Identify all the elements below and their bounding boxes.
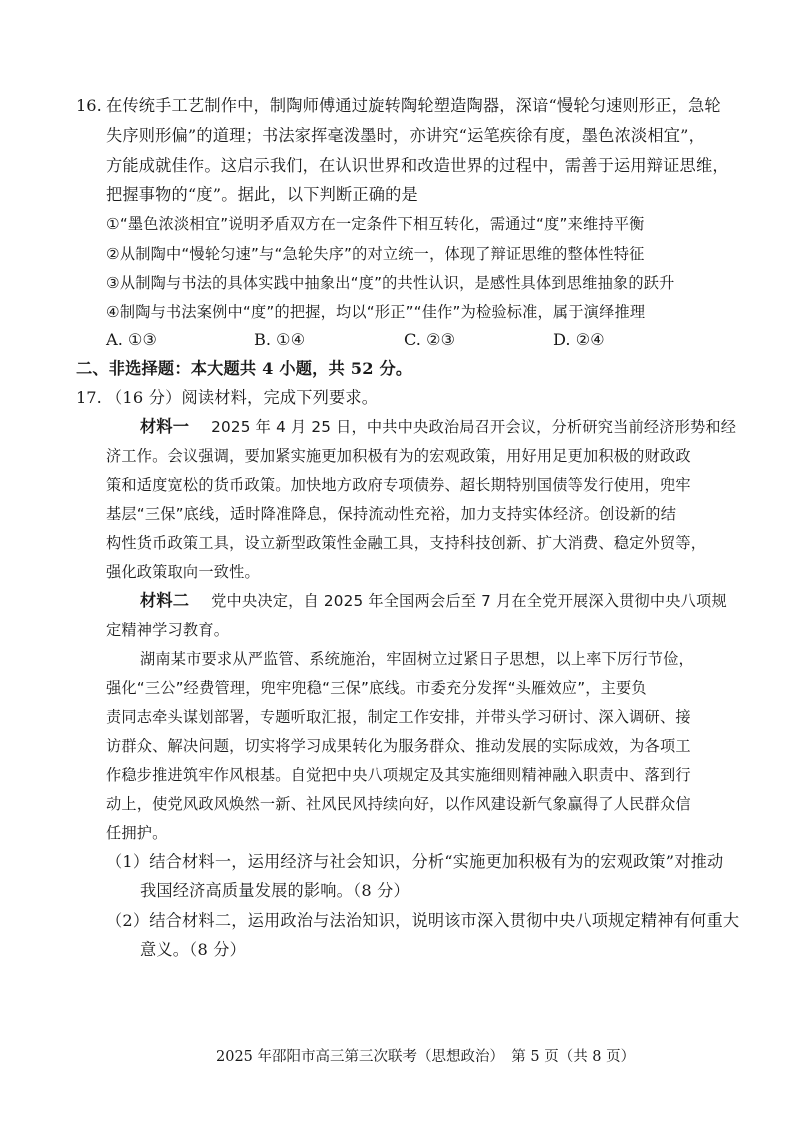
- question-16-number: 16.: [76, 96, 102, 115]
- material-2-para-line: 任拥护。: [106, 824, 168, 842]
- material-1-first-line: [140, 417, 736, 437]
- material-1-line: 构性货币政策工具，设立新型政策性金融工具，支持科技创新、扩大消费、稳定外贸等，: [106, 534, 707, 552]
- question-17-number: 17.: [76, 388, 102, 407]
- material-2-first-line: [140, 591, 727, 611]
- material-2-para-line: 湖南某市要求从严监管、系统施治，牢固树立过紧日子思想，以上率下厉行节俭，: [140, 650, 694, 668]
- material-2-line: 定精神学习教育。: [106, 621, 230, 639]
- q16-option-c: C. ②③: [404, 330, 456, 349]
- material-1-label: 材料一: [140, 417, 190, 436]
- sub-question-2-cont: 意义。（8 分）: [140, 940, 247, 959]
- material-2-text: 党中央决定，自 2025 年全国两会后至 7 月在全党开展深入贯彻中央八项规: [211, 592, 727, 610]
- q16-option-b: B. ①④: [254, 330, 306, 349]
- q16-option-d: D. ②④: [553, 330, 605, 349]
- q16-statement-2: ②从制陶中“慢轮匀速”与“急轮失序”的对立统一，体现了辩证思维的整体性特征: [106, 245, 645, 263]
- page-footer: 2025 年邵阳市高三第三次联考（思想政治） 第 5 页（共 8 页）: [216, 1049, 636, 1065]
- material-2-label: 材料二: [140, 591, 190, 610]
- sub-question-2: （2）结合材料二，运用政治与法治知识，说明该市深入贯彻中央八项规定精神有何重大: [106, 911, 740, 930]
- material-2-para-line: 责同志牵头谋划部署，专题听取汇报，制定工作安排，并带头学习研讨、深入调研、接: [106, 708, 691, 726]
- material-2-para-line: 动上，使党风政风焕然一新、社风民风持续向好，以作风建设新气象赢得了人民群众信: [106, 795, 691, 813]
- material-1-line: 策和适度宽松的货币政策。加快地方政府专项债券、超长期特别国债等发行使用，兜牢: [106, 476, 691, 494]
- material-2-para-line: 作稳步推进筑牢作风根基。自觉把中央八项规定及其实施细则精神融入职责中、落到行: [106, 766, 691, 784]
- sub-question-1-cont: 我国经济高质量发展的影响。（8 分）: [140, 881, 410, 900]
- q16-stem-line: 在传统手工艺制作中，制陶师傅通过旋转陶轮塑造陶器，深谙“慢轮匀速则形正，急轮: [106, 96, 721, 115]
- section-heading: 二、非选择题：本大题共 4 小题，共 52 分。: [76, 359, 413, 378]
- sub-question-1: （1）结合材料一，运用经济与社会知识，分析“实施更加积极有为的宏观政策”对推动: [106, 852, 724, 871]
- q16-stem-line: 失序则形偏”的道理；书法家挥毫泼墨时，亦讲究“运笔疾徐有度，墨色浓淡相宜”，: [106, 126, 705, 145]
- q16-statement-3: ③从制陶与书法的具体实践中抽象出“度”的共性认识，是感性具体到思维抽象的跃升: [106, 274, 675, 292]
- material-2-para-line: 访群众、解决问题，切实将学习成果转化为服务群众、推动发展的实际成效，为各项工: [106, 737, 691, 755]
- material-1-text: 2025 年 4 月 25 日，中共中央政治局召开会议，分析研究当前经济形势和经: [211, 418, 737, 436]
- q16-option-a: A. ①③: [106, 330, 158, 349]
- q16-stem-line: 把握事物的“度”。据此，以下判断正确的是: [106, 185, 418, 204]
- material-1-line: 强化政策取向一致性。: [106, 563, 260, 581]
- q16-stem-line: 方能成就佳作。这启示我们，在认识世界和改造世界的过程中，需善于运用辩证思维，: [106, 156, 729, 175]
- q16-statement-1: ①“墨色浓淡相宜”说明矛盾双方在一定条件下相互转化，需通过“度”来维持平衡: [106, 215, 645, 233]
- material-1-line: 济工作。会议强调，要加紧实施更加积极有为的宏观政策，用好用足更加积极的财政政: [106, 447, 691, 465]
- material-1-line: 基层“三保”底线，适时降准降息，保持流动性充裕，加力支持实体经济。创设新的结: [106, 505, 677, 523]
- q17-intro: （16 分）阅读材料，完成下列要求。: [106, 388, 379, 407]
- material-2-para-line: 强化“三公”经费管理，兜牢兜稳“三保”底线。市委充分发挥“头雁效应”，主要负: [106, 679, 647, 697]
- q16-statement-4: ④制陶与书法案例中“度”的把握，均以“形正”“佳作”为检验标准，属于演绎推理: [106, 303, 646, 321]
